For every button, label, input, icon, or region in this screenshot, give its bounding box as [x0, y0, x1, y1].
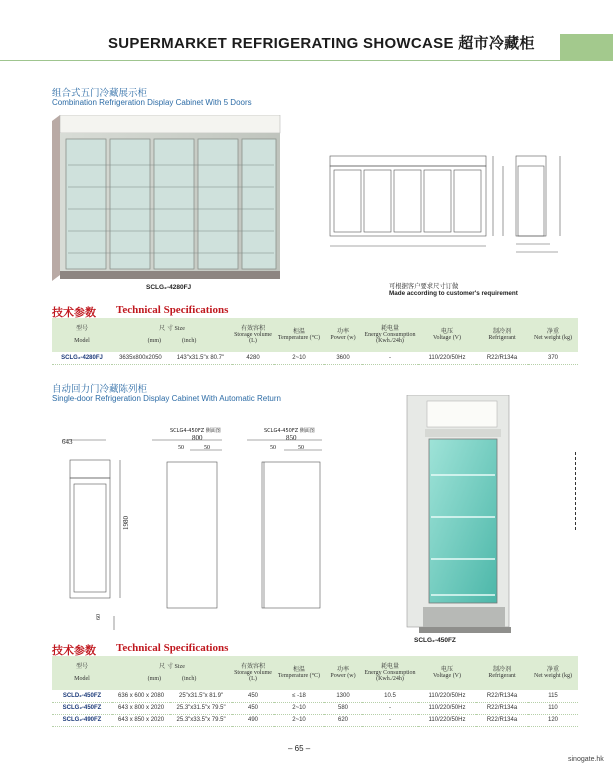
- cell-refrigerant: R22/R134a: [476, 352, 528, 364]
- five-door-cabinet-photo: [52, 115, 282, 283]
- single-door-technical-drawing: [52, 420, 342, 630]
- cell-energy: -: [362, 702, 418, 714]
- th-voltage-en: Voltage (V): [432, 673, 462, 679]
- cell-size-mm: 643 x 800 x 2020: [112, 702, 170, 714]
- th-size-cn: 尺 寸: [159, 663, 174, 670]
- cell-refrigerant: R22/R134a: [476, 690, 528, 702]
- th-power-en: Power (w): [330, 335, 356, 341]
- th-size-en: Size: [174, 664, 185, 670]
- th-weight-en: Net weight (kg): [534, 673, 572, 679]
- th-model-en: Model: [74, 338, 90, 344]
- th-voltage-cn: 电压: [440, 666, 453, 673]
- cell-volume: 490: [232, 714, 274, 726]
- cell-size-inch: 25.3"x33.5"x 79.5": [170, 714, 232, 726]
- cell-temp: 2~10: [274, 714, 324, 726]
- dim-a3: 50: [204, 445, 210, 451]
- cell-size-mm: 643 x 850 x 2020: [112, 714, 170, 726]
- table-row: [52, 690, 578, 702]
- dim-b3: 50: [298, 445, 304, 451]
- th-energy-cn: 耗电量: [380, 663, 399, 670]
- th-refrigerant-en: Refrigerant: [488, 335, 516, 341]
- cell-temp: 2~10: [274, 352, 324, 364]
- cell-temp: ≤ -18: [274, 690, 324, 702]
- cell-model: SCLG₂-450FZ: [52, 702, 112, 714]
- table-row: [52, 352, 578, 364]
- th-weight-cn: 净重: [546, 328, 559, 335]
- cell-refrigerant: R22/R134a: [476, 714, 528, 726]
- section2-photo-caption: SCLG₂-450FZ: [414, 637, 456, 644]
- th-size-inch: (inch): [182, 676, 197, 682]
- th-size-cn: 尺 寸: [159, 325, 174, 332]
- cell-voltage: 110/220/50Hz: [418, 690, 476, 702]
- cell-energy: 10.5: [362, 690, 418, 702]
- cell-voltage: 110/220/50Hz: [418, 352, 476, 364]
- th-power-cn: 功率: [336, 666, 349, 673]
- dim-b2: 50: [270, 445, 276, 451]
- section2-title-en: Single-door Refrigeration Display Cabinet With Automatic Return: [52, 394, 281, 403]
- th-power-cn: 功率: [336, 328, 349, 335]
- dim-a: 800: [192, 434, 203, 442]
- table-row: [52, 714, 578, 726]
- th-power-en: Power (w): [330, 673, 356, 679]
- cell-volume: 4280: [232, 352, 274, 364]
- cell-weight: 115: [528, 690, 578, 702]
- cell-power: 1300: [324, 690, 362, 702]
- th-weight-cn: 净重: [546, 666, 559, 673]
- th-weight-en: Net weight (kg): [534, 335, 572, 341]
- dashed-guide: [575, 452, 576, 530]
- table-row: [52, 702, 578, 714]
- th-energy-en: Energy Consumption (Kwh./24h): [364, 670, 416, 682]
- drawing-label-1: SCLG4-450FZ 侧面图: [170, 428, 221, 434]
- th-refrigerant-cn: 制冷剂: [492, 666, 511, 673]
- section2-title-cn: 自动回力门冷藏陈列柜: [52, 384, 148, 395]
- th-temp-en: Temperature (°C): [277, 673, 321, 679]
- th-refrigerant-en: Refrigerant: [488, 673, 516, 679]
- cell-volume: 450: [232, 702, 274, 714]
- th-volume-en: Storage volume (L): [234, 670, 272, 682]
- th-model-en: Model: [74, 676, 90, 682]
- dim-height-1: 1980: [122, 516, 130, 530]
- cell-power: 3600: [324, 352, 362, 364]
- page-number: – 65 –: [288, 744, 311, 753]
- drawing-label-2: SCLG4-450FZ 侧面图: [264, 428, 315, 434]
- spec1-title-cn: 技术参数: [52, 306, 96, 319]
- header-rule: [0, 60, 560, 61]
- th-model-cn: 型号: [75, 325, 88, 332]
- five-door-technical-drawing: [318, 148, 580, 258]
- header-accent-block: [560, 34, 613, 61]
- cell-temp: 2~10: [274, 702, 324, 714]
- page-title: SUPERMARKET REFRIGERATING SHOWCASE 超市冷藏柜: [108, 35, 535, 52]
- cell-model: SCLG₂-490FZ: [52, 714, 112, 726]
- single-door-cabinet-photo: [405, 395, 515, 635]
- spec2-title-cn: 技术参数: [52, 644, 96, 657]
- th-temp-cn: 柜温: [292, 328, 305, 335]
- th-voltage-cn: 电压: [440, 328, 453, 335]
- cell-size-inch: 143"x31.5"x 80.7": [169, 352, 232, 364]
- th-energy-cn: 耗电量: [380, 325, 399, 332]
- cell-voltage: 110/220/50Hz: [418, 702, 476, 714]
- cell-weight: 120: [528, 714, 578, 726]
- dim-bottom: 60: [96, 614, 102, 620]
- cell-size-mm: 3635x800x2050: [112, 352, 169, 364]
- section1-title-en: Combination Refrigeration Display Cabinet With 5 Doors: [52, 98, 252, 107]
- cell-size-mm: 636 x 600 x 2080: [112, 690, 170, 702]
- cell-weight: 110: [528, 702, 578, 714]
- dim-a2: 50: [178, 445, 184, 451]
- th-volume-cn: 有效容积: [240, 663, 265, 670]
- cell-weight: 370: [528, 352, 578, 364]
- th-size-en: Size: [174, 326, 185, 332]
- cell-refrigerant: R22/R134a: [476, 702, 528, 714]
- spec2-title-en: Technical Specifications: [116, 642, 229, 654]
- site-watermark: sinogate.hk: [568, 756, 604, 763]
- th-temp-en: Temperature (°C): [277, 335, 321, 341]
- th-energy-en: Energy Consumption (Kwh./24h): [364, 332, 416, 344]
- cell-model: SCLG₂-4280FJ: [52, 352, 112, 364]
- th-volume-cn: 有效容积: [240, 325, 265, 332]
- spec-table-2: [52, 656, 578, 727]
- dim-width-1: 643: [62, 438, 73, 446]
- custom-note-cn: 可根据客户要求尺寸订做: [389, 283, 459, 290]
- th-volume-en: Storage volume (L): [234, 332, 272, 344]
- th-size-mm: (mm): [147, 338, 161, 344]
- spec-table-1: [52, 318, 578, 365]
- th-temp-cn: 柜温: [292, 666, 305, 673]
- cell-power: 620: [324, 714, 362, 726]
- th-refrigerant-cn: 制冷剂: [492, 328, 511, 335]
- dim-b: 850: [286, 434, 297, 442]
- th-size-mm: (mm): [147, 676, 161, 682]
- th-model-cn: 型号: [75, 663, 88, 670]
- cell-model: SCLD₂-450FZ: [52, 690, 112, 702]
- spec1-title-en: Technical Specifications: [116, 304, 229, 316]
- cell-energy: -: [362, 714, 418, 726]
- th-size-inch: (inch): [182, 338, 197, 344]
- cell-energy: -: [362, 352, 418, 364]
- custom-note-en: Made according to customer's requirement: [389, 290, 518, 297]
- th-voltage-en: Voltage (V): [432, 335, 462, 341]
- cell-voltage: 110/220/50Hz: [418, 714, 476, 726]
- cell-size-inch: 25.3"x31.5"x 79.5": [170, 702, 232, 714]
- cell-power: 580: [324, 702, 362, 714]
- cell-size-inch: 25"x31.5"x 81.9": [170, 690, 232, 702]
- section1-photo-caption: SCLG₂-4280FJ: [146, 284, 192, 291]
- section1-title-cn: 组合式五门冷藏展示柜: [52, 88, 148, 99]
- cell-volume: 450: [232, 690, 274, 702]
